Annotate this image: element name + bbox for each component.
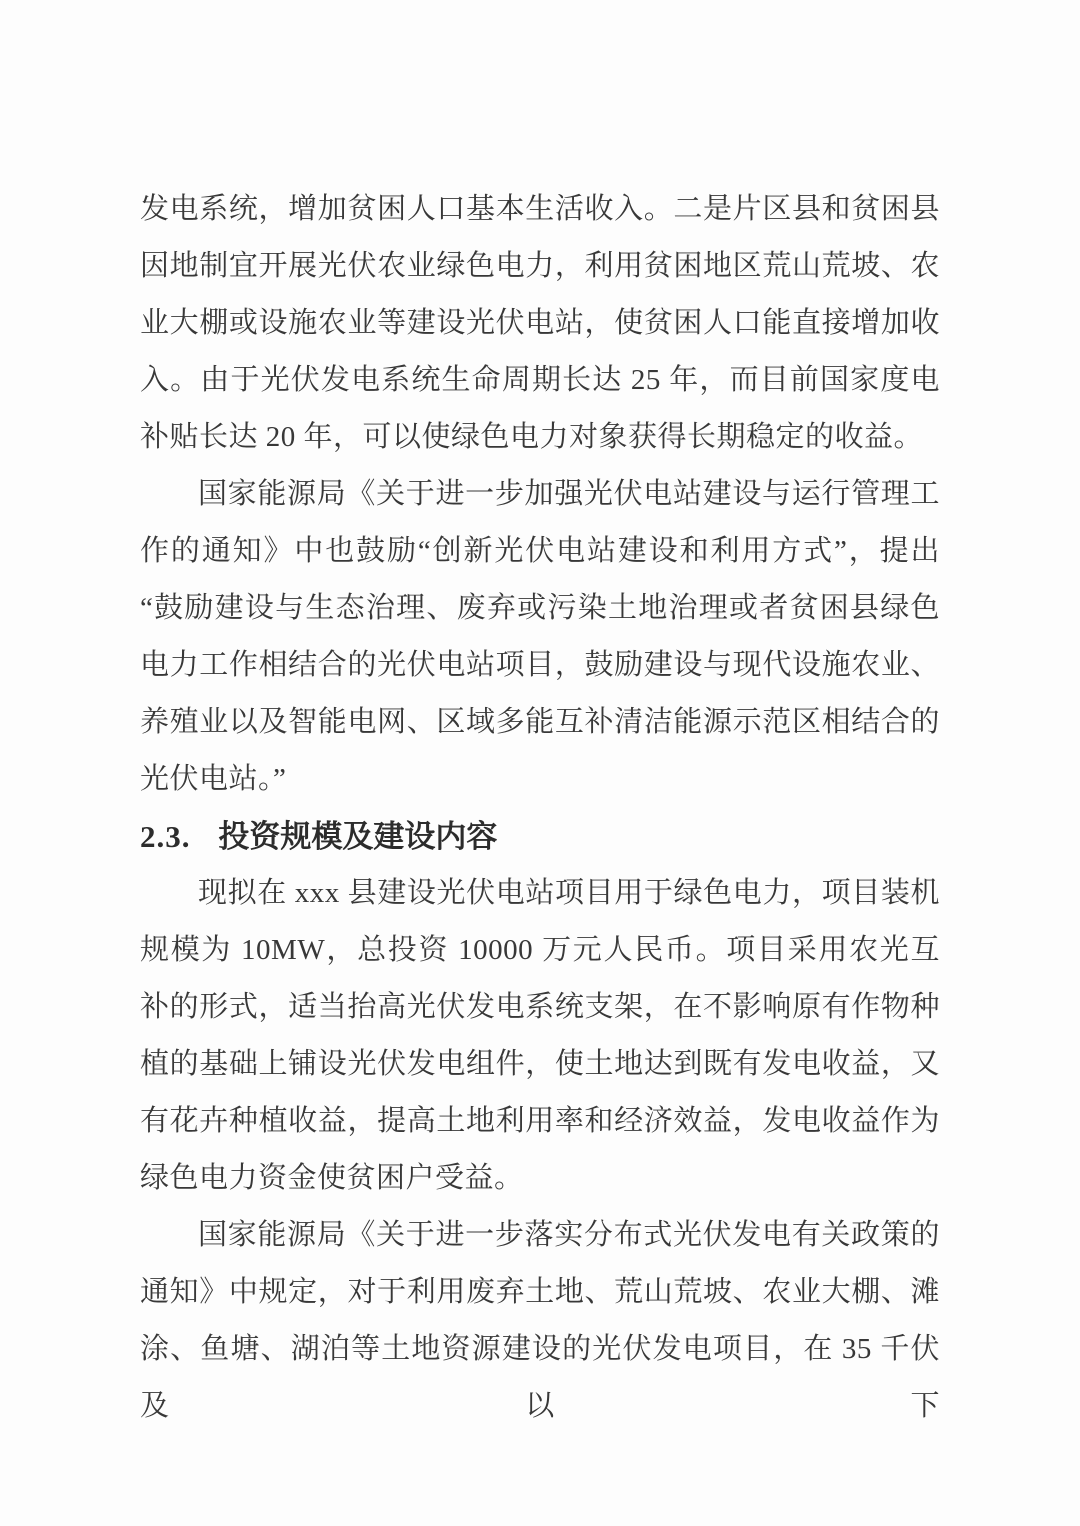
- paragraph-poverty-income: 发电系统，增加贫困人口基本生活收入。二是片区县和贫困县因地制宜开展光伏农业绿色电力，利用贫困地区荒山荒坡、农业大棚或设施农业等建设光伏电站，使贫困人口能直接增加收入。由于光伏发电系统生命周期长达 25 年，而目前国家度电补贴长达 20 年，可以使绿色电力对象获得长期稳定的收益。: [140, 193, 940, 453]
- section-heading-2-3: [140, 808, 940, 865]
- section-title: 投资规模及建设内容: [218, 819, 498, 854]
- paragraph-nea-distributed-policy: 国家能源局《关于进一步落实分布式光伏发电有关政策的通知》中规定，对于利用废弃土地、荒山荒坡、农业大棚、滩涂、鱼塘、湖泊等土地资源建设的光伏发电项目，在 35 千伏及以下: [140, 1219, 940, 1422]
- section-number: 2.3.: [140, 819, 191, 854]
- paragraph-investment-scale: 现拟在 xxx 县建设光伏电站项目用于绿色电力，项目装机规模为 10MW，总投资 10000 万元人民币。项目采用农光互补的形式，适当抬高光伏发电系统支架，在不影响原有作物种植的基础上铺设光伏发电组件，使土地达到既有发电收益，又有花卉种植收益，提高土地利用率和经济效益，发电收益作为绿色电力资金使贫困户受益。: [140, 877, 940, 1194]
- paragraph-nea-construction-notice: 国家能源局《关于进一步加强光伏电站建设与运行管理工作的通知》中也鼓励“创新光伏电站建设和利用方式”，提出“鼓励建设与生态治理、废弃或污染土地治理或者贫困县绿色电力工作相结合的光伏电站项目，鼓励建设与现代设施农业、养殖业以及智能电网、区域多能互补清洁能源示范区相结合的光伏电站。”: [140, 478, 940, 795]
